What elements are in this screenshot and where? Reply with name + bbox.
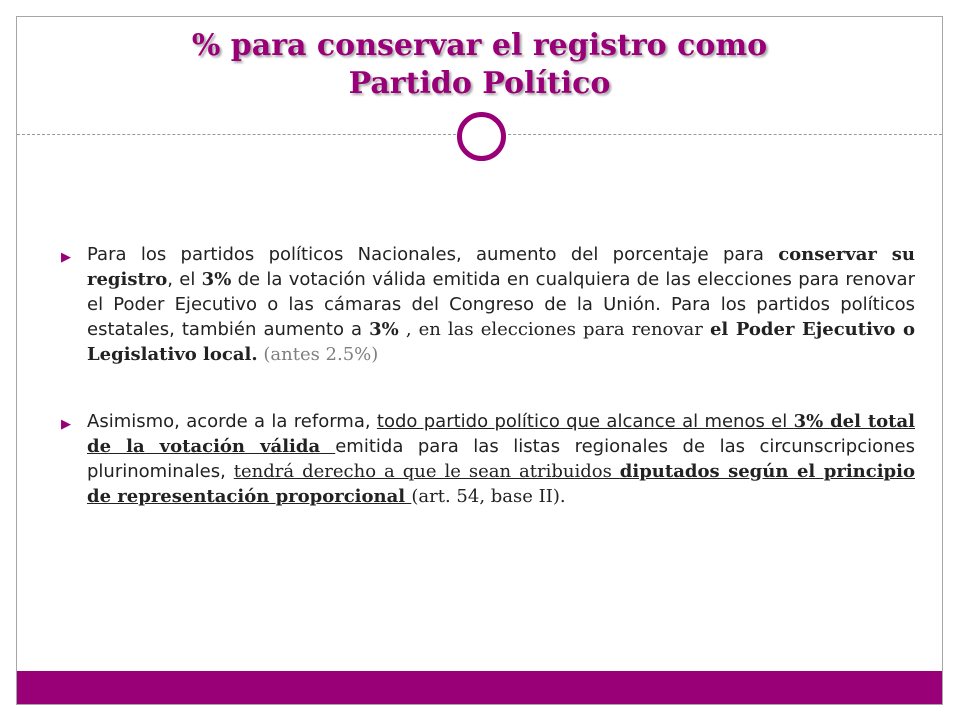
bullet-2-article: (art. 54, base II). (411, 486, 566, 507)
bullet-1-text: Para los partidos políticos Nacionales, aumento del porcentaje para (87, 244, 779, 265)
bullet-2-percent: 3% del total de la votación válida (87, 411, 915, 457)
bullet-2-text: Asimismo, acorde a la reforma, (87, 411, 377, 432)
slide (16, 16, 943, 705)
bullet-1-conservar: conservar su registro (87, 244, 915, 290)
footer-bar (17, 671, 942, 704)
title-line-2: Partido Político (348, 66, 611, 101)
triangle-right-icon: ▶ (61, 417, 71, 432)
bullet-item-registro (57, 242, 915, 367)
bullet-1-percent: 3% (369, 319, 399, 340)
title-line-1: % para conservar el registro como (191, 28, 768, 63)
bullet-2-underlined: todo partido político que alcance al menos el (376, 411, 794, 432)
bullet-2-text: emitida para las listas regionales de las circunscripciones plurinominales, (87, 436, 915, 482)
bullet-2-underlined: tendrá derecho a que le sean atribuidos (233, 461, 620, 482)
bullet-1-percent: 3% (201, 269, 232, 290)
bullet-1-text: , el (167, 269, 202, 290)
slide-title (17, 27, 942, 103)
bullet-2-diputados: diputados según el principio de representación proporcional (87, 461, 915, 507)
bullet-1-antes: (antes 2.5%) (263, 344, 379, 365)
ring-icon (457, 112, 506, 161)
bullet-list (57, 242, 915, 509)
triangle-right-icon: ▶ (61, 250, 71, 265)
bullet-1-poder-local: el Poder Ejecutivo o Legislativo local. (87, 319, 915, 365)
bullet-1-text: , en las elecciones para renovar (398, 319, 710, 340)
bullet-item-diputados (57, 409, 915, 509)
bullet-1-text: de la votación válida emitida en cualquiera de las elecciones para renovar el Poder Ejecutivo o las cámaras del Congreso de la Unión. Para los partidos políticos estatales, también aumento a (87, 269, 915, 340)
